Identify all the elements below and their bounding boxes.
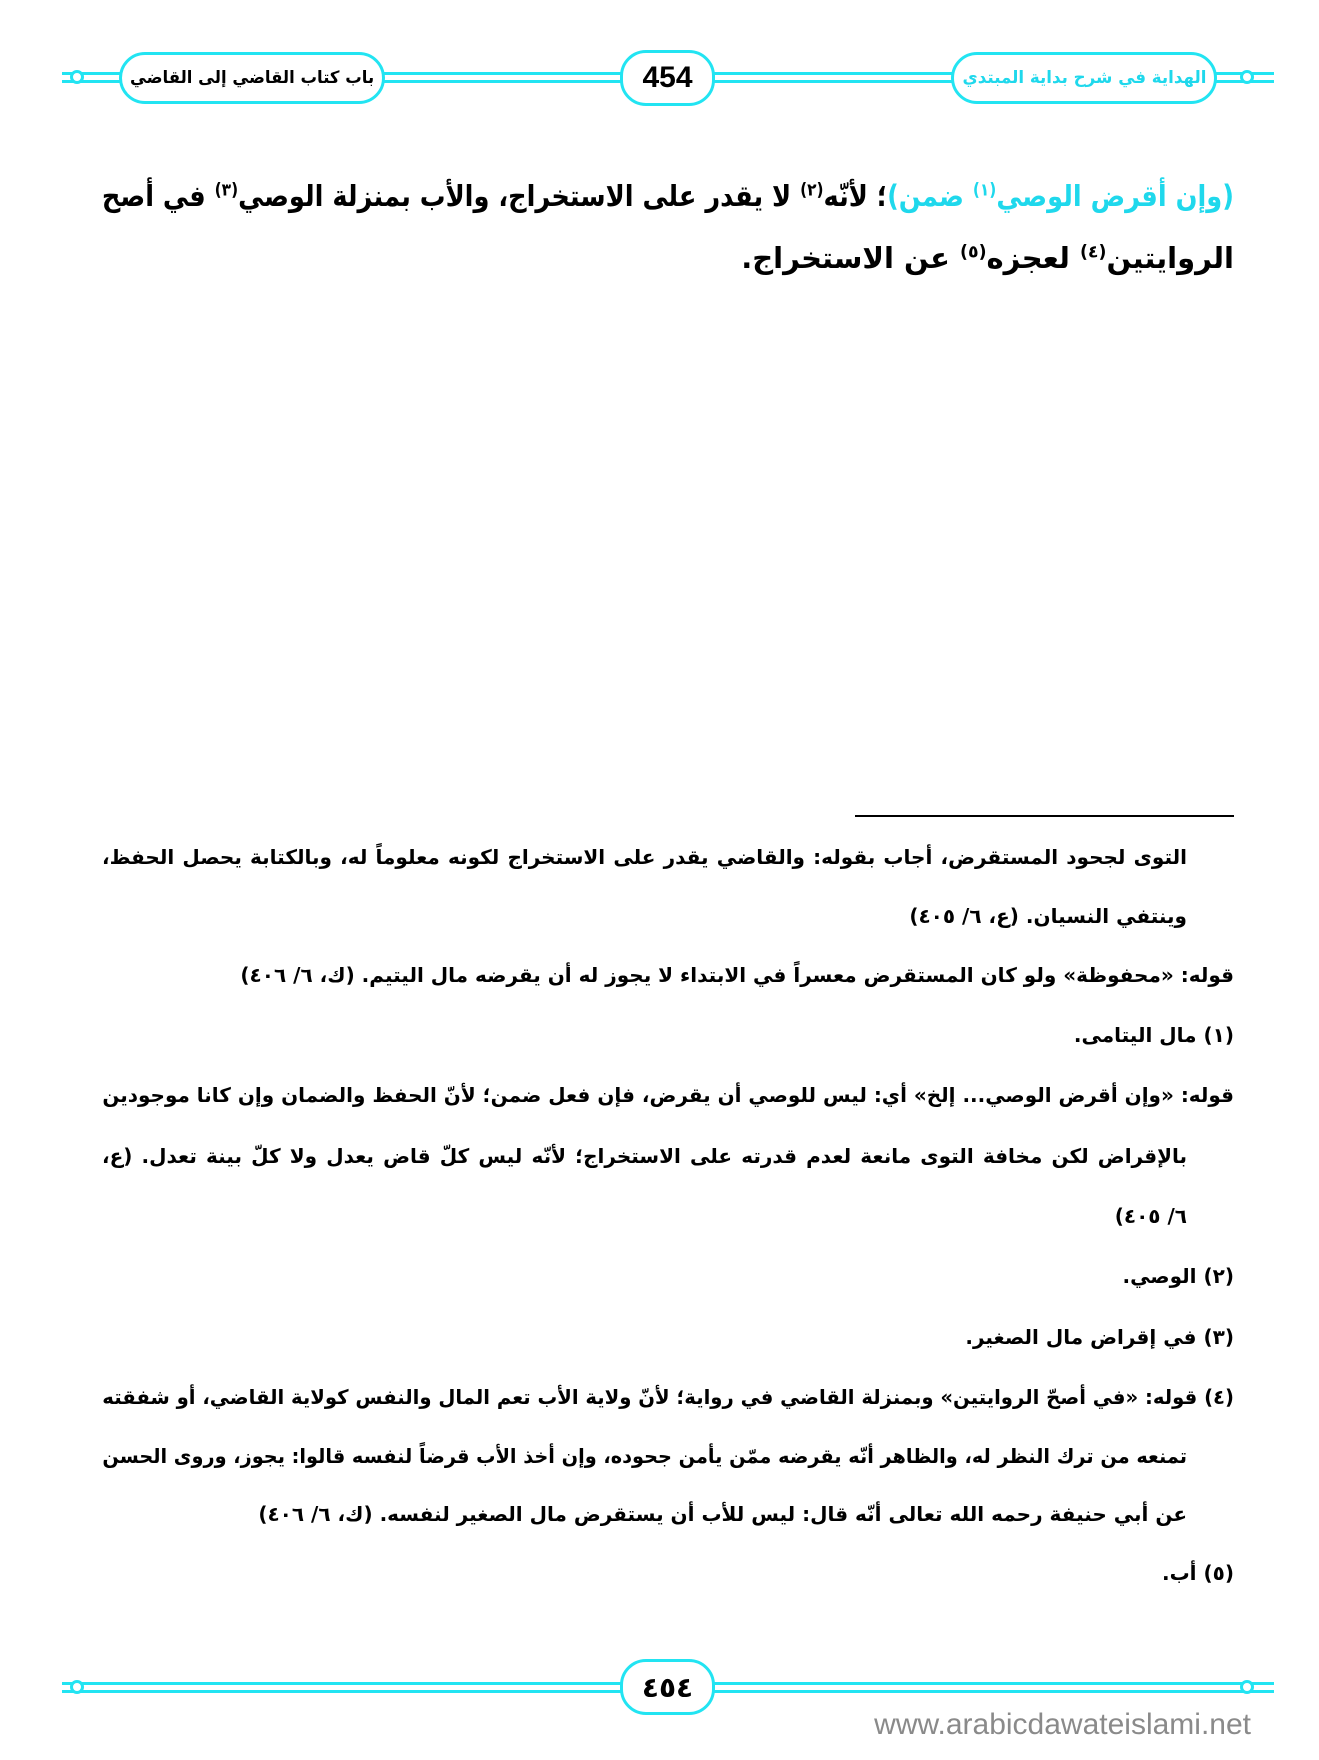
footnote-ref[interactable]: (٤)	[1079, 242, 1107, 263]
text: لعجزه	[986, 241, 1080, 275]
chapter-title: باب كتاب القاضي إلى القاضي	[129, 68, 375, 88]
book-title: الهداية في شرح بداية المبتدي	[962, 68, 1206, 88]
footnote-ref[interactable]: (٢)	[800, 180, 824, 201]
footnote-line: (٣) في إقراض مال الصغير.	[965, 1325, 1234, 1349]
footnote-line: (٢) الوصي.	[1122, 1264, 1234, 1288]
ornament-icon	[1240, 1680, 1254, 1694]
ornament-icon	[70, 70, 84, 84]
footnote-line: ٦/ ٤٠٥)	[1114, 1204, 1187, 1228]
text: الروايتين	[1106, 241, 1234, 275]
footer-page-number: ٤٥٤	[641, 1670, 694, 1704]
text: لا يقدر على الاستخراج، والأب بمنزلة الوصي	[238, 179, 801, 213]
text: عن الاستخراج.	[741, 241, 961, 275]
footnote-line: (٤) قوله: «في أصحّ الروايتين» وبمنزلة القاضي في رواية؛ لأنّ ولاية الأب تعم المال والنفس كولاية القاضي، أو شفقته	[102, 1385, 1234, 1409]
footnote-line: (٥) أب.	[1161, 1561, 1234, 1585]
footnote-line: (١) مال اليتامى.	[1073, 1023, 1234, 1047]
text: ؛ لأنّه	[823, 179, 888, 213]
main-text-line	[102, 176, 1234, 217]
footnote-ref[interactable]: (٥)	[960, 242, 987, 263]
text: في أصح	[101, 179, 215, 213]
ornament-icon	[70, 1680, 84, 1694]
footnote-line: التوى لجحود المستقرض، أجاب بقوله: والقاضي يقدر على الاستخراج لكونه معلوماً له، وبالكتابة يحصل الحفظ،	[102, 845, 1187, 869]
ornament-icon	[1240, 70, 1254, 84]
main-text-line	[741, 238, 1234, 279]
footnote-ref[interactable]: (٣)	[214, 180, 239, 201]
book-title-box	[951, 52, 1217, 104]
footnote-line: تمنعه من ترك النظر له، والظاهر أنّه يقرضه ممّن يأمن جحوده، وإن أخذ الأب قرضاً لنفسه قالوا: يجوز، وروى الحسن	[102, 1444, 1188, 1468]
watermark: www.arabicdawateislami.net	[874, 1708, 1251, 1741]
footnote-line: قوله: «محفوظة» ولو كان المستقرض معسراً في الابتداء لا يجوز له أن يقرضه مال اليتيم. (ك، ٦/ ٤٠٦)	[240, 963, 1234, 987]
footnote-line: بالإقراض لكن مخافة التوى مانعة لعدم قدرته على الاستخراج؛ لأنّه ليس كلّ قاض يعدل ولا كلّ بينة تعدل. (ع،	[102, 1144, 1187, 1168]
footnote-line: قوله: «وإن أقرض الوصي... إلخ» أي: ليس للوصي أن يقرض، فإن فعل ضمن؛ لأنّ الحفظ والضمان وإن كانا موجودين	[102, 1083, 1235, 1107]
page-number: 454	[642, 61, 693, 94]
footnote-separator	[855, 815, 1234, 817]
page-number-box	[620, 50, 715, 106]
footnote-line: عن أبي حنيفة رحمه الله تعالى أنّه قال: ليس للأب أن يستقرض مال الصغير لنفسه. (ك، ٦/ ٤٠٦)	[258, 1502, 1187, 1526]
footer-page-number-box	[620, 1659, 715, 1715]
matn-highlight-end: ضمن)	[887, 179, 973, 213]
footnote-line: وينتفي النسيان. (ع، ٦/ ٤٠٥)	[909, 904, 1187, 928]
chapter-title-box	[119, 52, 385, 104]
footnote-ref[interactable]: (١)	[972, 180, 997, 201]
matn-highlight: (وإن أقرض الوصي	[996, 179, 1234, 213]
